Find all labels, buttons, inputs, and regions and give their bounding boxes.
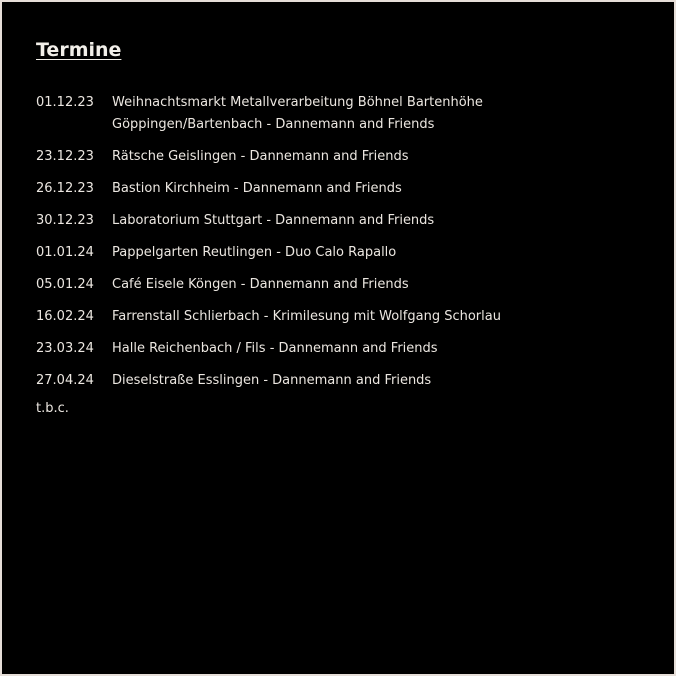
event-description-line: Pappelgarten Reutlingen - Duo Calo Rapallo <box>112 245 397 260</box>
event-description-line: Laboratorium Stuttgart - Dannemann and Friends <box>112 213 435 228</box>
event-date: 01.01.24 <box>36 245 94 260</box>
event-item <box>36 146 501 168</box>
event-date: 16.02.24 <box>36 309 94 324</box>
event-description-line: Weihnachtsmarkt Metallverarbeitung Böhnel Bartenhöhe <box>112 95 483 110</box>
event-description <box>112 242 396 264</box>
event-item <box>36 178 501 200</box>
event-date: 23.03.24 <box>36 341 94 356</box>
event-item <box>36 274 501 296</box>
event-description-line: Halle Reichenbach / Fils - Dannemann and Friends <box>112 341 438 356</box>
event-description <box>112 178 402 200</box>
event-item <box>36 338 501 360</box>
event-description-line: Farrenstall Schlierbach - Krimilesung mit Wolfgang Schorlau <box>112 309 501 324</box>
event-date: 23.12.23 <box>36 149 94 164</box>
event-description-line: Göppingen/Bartenbach - Dannemann and Friends <box>112 117 435 132</box>
event-item <box>36 242 501 264</box>
event-list <box>36 92 501 402</box>
event-date: 30.12.23 <box>36 213 94 228</box>
event-description <box>112 146 409 168</box>
event-description <box>112 338 438 360</box>
event-description-line: Rätsche Geislingen - Dannemann and Friends <box>112 149 409 164</box>
page-title: Termine <box>36 39 122 61</box>
event-item <box>36 210 501 232</box>
event-description <box>112 274 409 296</box>
event-date: 26.12.23 <box>36 181 94 196</box>
event-description-line: Café Eisele Köngen - Dannemann and Friends <box>112 277 409 292</box>
tbc-note: t.b.c. <box>36 401 69 416</box>
event-description <box>112 306 501 328</box>
event-item <box>36 92 501 136</box>
page-frame <box>2 2 674 674</box>
event-date: 01.12.23 <box>36 95 94 110</box>
event-item <box>36 370 501 392</box>
event-description <box>112 210 434 232</box>
event-description-line: Bastion Kirchheim - Dannemann and Friends <box>112 181 402 196</box>
event-date: 05.01.24 <box>36 277 94 292</box>
event-description <box>112 92 483 136</box>
event-item <box>36 306 501 328</box>
event-description <box>112 370 431 392</box>
event-date: 27.04.24 <box>36 373 94 388</box>
event-description-line: Dieselstraße Esslingen - Dannemann and Friends <box>112 373 432 388</box>
